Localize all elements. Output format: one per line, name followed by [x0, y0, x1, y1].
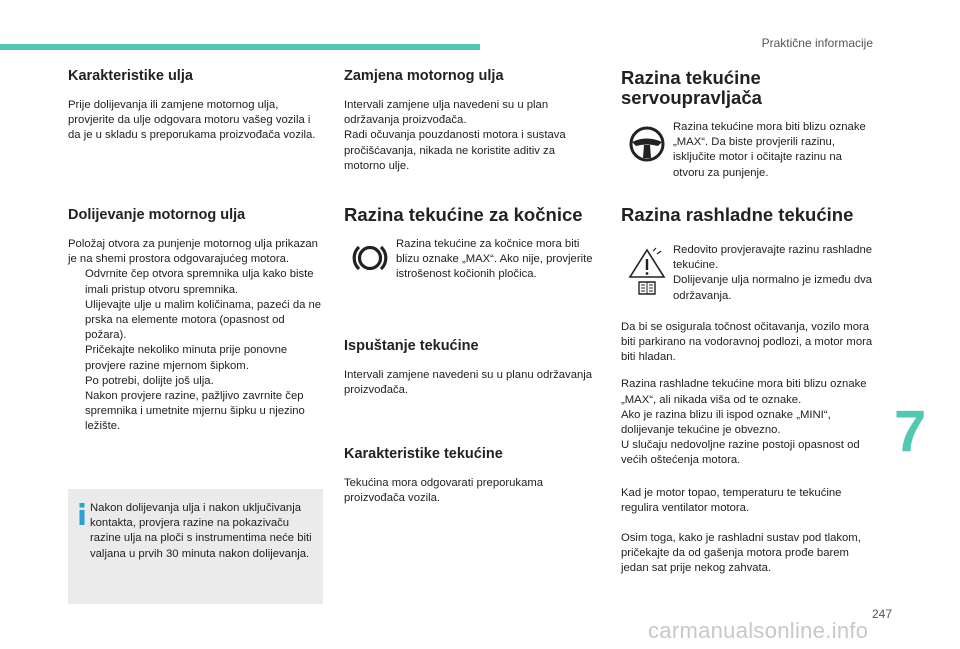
coolant-icon-text-block — [673, 243, 873, 304]
coolant-row — [621, 243, 873, 304]
coolant-icon-box — [621, 243, 673, 297]
list-item: Po potrebi, dolijte još ulja. — [85, 374, 214, 387]
oil-characteristics-body: Prije dolijevanja ili zamjene motornog ulja, provjerite da ulje odgovara motoru vašeg vozila i da je u skladu s preporukama proizvođača vozila. — [68, 99, 316, 142]
hot-warning-manual-icon — [627, 247, 667, 297]
oil-characteristics-section — [68, 68, 324, 144]
page-number: 247 — [872, 607, 893, 621]
brake-warning-icon — [350, 241, 390, 275]
coolant-paragraph-2a: Razina rashladne tekućine mora biti blizu oznake „MAX“, ali nikada viša od te oznake. — [621, 378, 867, 406]
fluid-characteristics-text: Tekućina mora odgovarati preporukama proizvođača vozila. — [344, 477, 544, 505]
oil-change-title: Zamjena motornog ulja — [344, 68, 504, 84]
list-item: Pričekajte nekoliko minuta prije ponovne provjere razine mjernom šipkom. — [85, 344, 288, 372]
coolant-title: Razina rashladne tekućine — [621, 204, 854, 225]
brake-fluid-text: Razina tekućine za kočnice mora biti blizu oznake „MAX“. Ako nije, provjerite istrošenost kočionih pločica. — [396, 237, 593, 281]
brake-icon-box — [344, 237, 396, 275]
power-steering-title-line-2: servoupravljača — [621, 86, 762, 108]
list-item: Ulijevajte ulje u malim količinama, pazeći da ne prska na elemente motora (opasnost od požara). — [85, 298, 322, 342]
list-item: Nakon provjere razine, pažljivo zavrnite čep spremnika i umetnite mjernu šipku u njezino ležište. — [85, 390, 305, 433]
chapter-number: 7 — [894, 399, 927, 464]
steering-icon-box — [621, 120, 673, 164]
steering-wheel-icon — [627, 124, 667, 164]
list-item: Odvrnite čep otvora spremnika ulja kako biste imali pristup otvoru spremnika. — [85, 268, 314, 296]
oil-topping-section — [68, 207, 324, 435]
coolant-paragraph-2c: U slučaju nedovoljne razine postoji opasnost od većih oštećenja motora. — [621, 439, 860, 467]
power-steering-text: Razina tekućine mora biti blizu oznake „MAX“. Da biste provjerili razinu, isključite motor i očitajte razinu na otvoru za punjenje. — [673, 120, 866, 179]
power-steering-section — [621, 68, 873, 181]
fluid-characteristics-title: Karakteristike tekućine — [344, 446, 503, 462]
info-icon — [79, 503, 85, 525]
header-accent-bar — [0, 44, 480, 50]
oil-change-line-1: Intervali zamjene ulja navedeni su u plan održavanja proizvođača. — [344, 99, 549, 127]
info-box — [68, 489, 323, 604]
coolant-icon-text-1: Redovito provjeravajte razinu rashladne tekućine. — [673, 243, 873, 272]
coolant-paragraph-4: Osim toga, kako je rashladni sustav pod tlakom, pričekajte da od gašenja motora prođe barem jedan sat prije nekog zahvata. — [621, 532, 861, 575]
coolant-paragraph-3: Kad je motor topao, temperaturu te tekućine regulira ventilator motora. — [621, 486, 842, 514]
watermark: carmanualsonline.info — [648, 618, 869, 643]
power-steering-row — [621, 120, 873, 181]
coolant-paragraph-1: Da bi se osigurala točnost očitavanja, vozilo mora biti parkirano na vodoravnoj podlozi, a motor mora biti hladan. — [621, 320, 873, 364]
section-header: Praktične informacije — [761, 36, 873, 50]
coolant-section — [621, 205, 873, 577]
fluid-characteristics-section — [344, 446, 594, 506]
oil-characteristics-title: Karakteristike ulja — [68, 68, 193, 84]
coolant-paragraph-2b: Ako je razina blizu ili ispod oznake „MINI“, dolijevanje tekućine je obvezno. — [621, 408, 831, 436]
brake-fluid-title: Razina tekućine za kočnice — [344, 204, 583, 225]
oil-topping-title: Dolijevanje motornog ulja — [68, 207, 246, 223]
oil-change-section — [344, 68, 594, 174]
oil-topping-steps — [68, 267, 324, 434]
coolant-icon-text-2: Dolijevanje ulja normalno je između dva održavanja. — [673, 274, 873, 302]
fluid-drain-text: Intervali zamjene navedeni su u planu održavanja proizvođača. — [344, 369, 593, 397]
oil-topping-intro: Položaj otvora za punjenje motornog ulja prikazan je na shemi prostora odgovarajućeg motora. — [68, 238, 318, 266]
brake-fluid-row — [344, 237, 594, 283]
info-box-text: Nakon dolijevanja ulja i nakon uključivanja kontakta, provjera razine na pokazivaču razine ulja na ploči s instrumentima neće biti valjana u prvih 30 minuta nakon dolijevanja. — [90, 502, 312, 560]
power-steering-title-line-1: Razina tekućine — [621, 67, 761, 88]
fluid-drain-section — [344, 338, 594, 398]
brake-fluid-section — [344, 205, 594, 283]
oil-change-line-2: Radi očuvanja pouzdanosti motora i sustava pročišćavanja, nikada ne koristite aditiv za motorno ulje. — [344, 129, 566, 172]
fluid-drain-title: Ispuštanje tekućine — [344, 338, 479, 354]
